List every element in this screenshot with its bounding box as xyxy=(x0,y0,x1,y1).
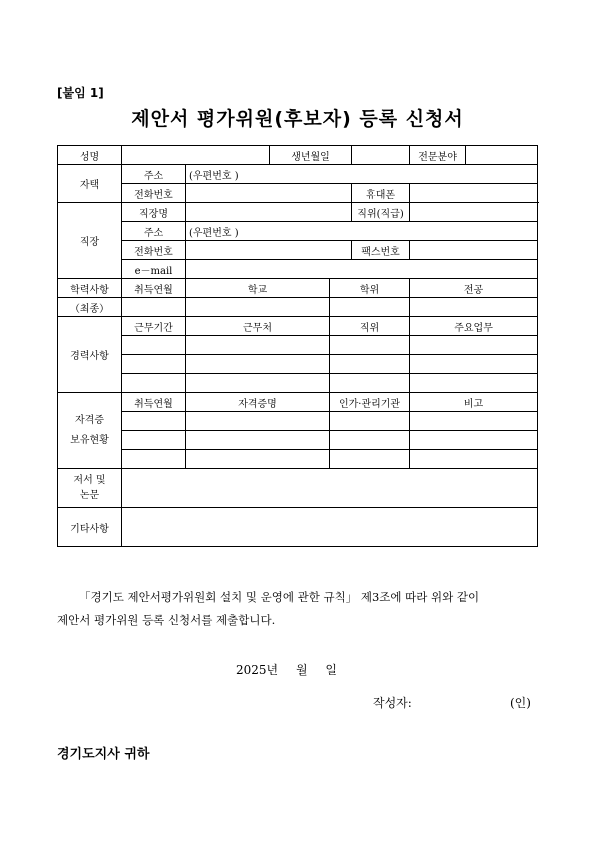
input-birthdate[interactable] xyxy=(352,146,410,165)
label-mobile: 휴대폰 xyxy=(352,184,410,203)
input-edu-date[interactable] xyxy=(122,298,186,317)
input-cert-date[interactable] xyxy=(122,450,186,469)
input-career-duties[interactable] xyxy=(410,336,538,355)
input-career-position[interactable] xyxy=(330,336,410,355)
col-cert-name: 자격증명 xyxy=(186,393,330,412)
attachment-label: [붙임 1] xyxy=(57,86,104,100)
label-field: 전문분야 xyxy=(410,146,466,165)
input-career-workplace[interactable] xyxy=(186,355,330,374)
application-form xyxy=(57,145,538,547)
author-label: 작성자: xyxy=(373,696,412,710)
input-work-phone[interactable] xyxy=(186,241,352,260)
input-cert-authority[interactable] xyxy=(330,431,410,450)
row-cert-entry xyxy=(58,431,538,450)
row-education-entry xyxy=(58,298,538,317)
label-company: 직장명 xyxy=(122,203,186,222)
label-email: e－mail xyxy=(122,260,186,279)
row-other xyxy=(58,508,538,547)
input-name[interactable] xyxy=(122,146,270,165)
input-cert-name[interactable] xyxy=(186,450,330,469)
input-career-workplace[interactable] xyxy=(186,336,330,355)
input-field[interactable] xyxy=(466,146,538,165)
label-work-address: 주소 xyxy=(122,222,186,241)
label-pub-line2: 논문 xyxy=(79,490,100,501)
row-publications xyxy=(58,469,538,508)
input-career-duties[interactable] xyxy=(410,355,538,374)
submission-date: 2025년 월 일 xyxy=(236,663,337,677)
label-education-final: （최종） xyxy=(58,298,122,317)
input-home-address[interactable]: (우편번호 ) xyxy=(186,165,538,184)
row-email xyxy=(58,260,538,279)
label-work-phone: 전화번호 xyxy=(122,241,186,260)
label-position-rank: 직위(직급) xyxy=(352,203,410,222)
label-cert-line1: 자격증 xyxy=(75,414,104,426)
col-edu-date: 취득연월 xyxy=(122,279,186,298)
input-career-period[interactable] xyxy=(122,336,186,355)
col-edu-major: 전공 xyxy=(410,279,538,298)
col-edu-school: 학교 xyxy=(186,279,330,298)
input-cert-note[interactable] xyxy=(410,450,538,469)
input-career-workplace[interactable] xyxy=(186,374,330,393)
row-company xyxy=(58,203,538,222)
label-other: 기타사항 xyxy=(58,508,122,547)
row-name xyxy=(58,146,538,165)
col-edu-degree: 학위 xyxy=(330,279,410,298)
row-career-header xyxy=(58,317,538,336)
label-certificates xyxy=(58,393,122,469)
row-home-phone xyxy=(58,184,538,203)
input-cert-name[interactable] xyxy=(186,431,330,450)
input-work-address[interactable]: (우편번호 ) xyxy=(186,222,538,241)
statement-line1: 「경기도 제안서평가위원회 설치 및 운영에 관한 규칙」 제3조에 따라 위와 같이 xyxy=(79,590,480,604)
input-email[interactable] xyxy=(186,260,538,279)
label-education: 학력사항 xyxy=(58,279,122,298)
input-cert-note[interactable] xyxy=(410,431,538,450)
label-work: 직장 xyxy=(58,203,122,279)
input-publications[interactable] xyxy=(122,469,538,508)
row-career-entry xyxy=(58,336,538,355)
input-cert-authority[interactable] xyxy=(330,450,410,469)
row-cert-entry xyxy=(58,450,538,469)
label-home-address: 주소 xyxy=(122,165,186,184)
input-mobile[interactable] xyxy=(410,184,538,203)
row-home-address xyxy=(58,165,538,184)
input-career-position[interactable] xyxy=(330,374,410,393)
input-position-rank[interactable] xyxy=(410,203,538,222)
input-career-position[interactable] xyxy=(330,355,410,374)
document-title: 제안서 평가위원(후보자) 등록 신청서 xyxy=(131,108,464,130)
label-career: 경력사항 xyxy=(58,317,122,393)
col-cert-authority: 인가·관리기관 xyxy=(330,393,410,412)
input-other[interactable] xyxy=(122,508,538,547)
col-career-period: 근무기간 xyxy=(122,317,186,336)
label-birthdate: 생년월일 xyxy=(270,146,352,165)
col-cert-note: 비고 xyxy=(410,393,538,412)
col-cert-date: 취득연월 xyxy=(122,393,186,412)
input-cert-date[interactable] xyxy=(122,412,186,431)
input-career-period[interactable] xyxy=(122,374,186,393)
input-career-duties[interactable] xyxy=(410,374,538,393)
statement xyxy=(57,586,541,632)
input-edu-major[interactable] xyxy=(410,298,538,317)
input-edu-degree[interactable] xyxy=(330,298,410,317)
input-cert-date[interactable] xyxy=(122,431,186,450)
input-company[interactable] xyxy=(186,203,352,222)
row-work-address xyxy=(58,222,538,241)
label-fax: 팩스번호 xyxy=(352,241,410,260)
row-education-header xyxy=(58,279,538,298)
input-cert-authority[interactable] xyxy=(330,412,410,431)
col-career-duties: 주요업무 xyxy=(410,317,538,336)
label-pub-line1: 저서 및 xyxy=(73,475,106,486)
label-home: 자택 xyxy=(58,165,122,203)
col-career-workplace: 근무처 xyxy=(186,317,330,336)
recipient: 경기도지사 귀하 xyxy=(57,747,150,762)
input-fax[interactable] xyxy=(410,241,538,260)
input-home-phone[interactable] xyxy=(186,184,352,203)
input-edu-school[interactable] xyxy=(186,298,330,317)
seal-mark: (인) xyxy=(510,696,531,710)
input-cert-note[interactable] xyxy=(410,412,538,431)
label-publications xyxy=(58,469,122,508)
label-cert-line2: 보유현황 xyxy=(70,434,109,446)
input-career-period[interactable] xyxy=(122,355,186,374)
row-cert-header xyxy=(58,393,538,412)
row-career-entry xyxy=(58,355,538,374)
col-career-position: 직위 xyxy=(330,317,410,336)
row-work-phone xyxy=(58,241,538,260)
input-cert-name[interactable] xyxy=(186,412,330,431)
row-career-entry xyxy=(58,374,538,393)
row-cert-entry xyxy=(58,412,538,431)
statement-line2: 제안서 평가위원 등록 신청서를 제출합니다. xyxy=(57,613,276,627)
label-name: 성명 xyxy=(58,146,122,165)
label-home-phone: 전화번호 xyxy=(122,184,186,203)
